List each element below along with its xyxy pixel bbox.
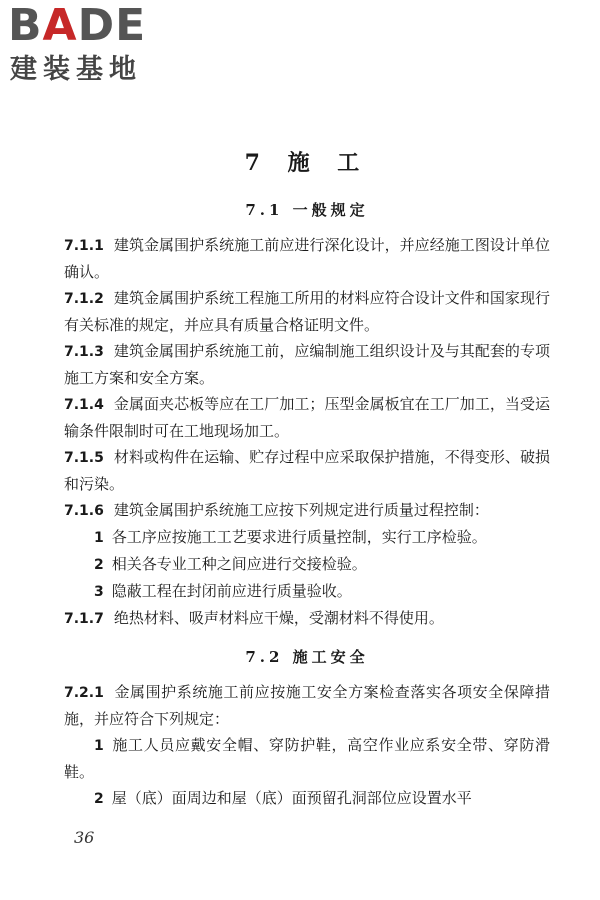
clause-number: 7.1.4: [64, 397, 104, 413]
list-item: [64, 524, 550, 551]
list-item: [64, 785, 550, 812]
clause: [64, 285, 550, 338]
item-text: 屋（底）面周边和屋（底）面预留孔洞部位应设置水平: [111, 789, 472, 807]
clause-text: 金属围护系统施工前应按施工安全方案检查落实各项安全保障措施，并应符合下列规定：: [64, 683, 550, 728]
list-item: [64, 732, 550, 785]
clause: [64, 232, 550, 285]
clause-text: 建筑金属围护系统施工前应进行深化设计，并应经施工图设计单位确认。: [64, 236, 550, 281]
item-text: 相关各专业工种之间应进行交接检验。: [111, 555, 367, 573]
clause-number: 7.1.3: [64, 344, 104, 360]
item-number: 3: [94, 584, 104, 600]
clause-number: 7.1.7: [64, 611, 104, 627]
clause-text: 材料或构件在运输、贮存过程中应采取保护措施，不得变形、破损和污染。: [64, 448, 550, 493]
item-number: 2: [94, 791, 104, 807]
clause-text: 建筑金属围护系统施工应按下列规定进行质量过程控制：: [113, 501, 489, 519]
clause: [64, 444, 550, 497]
clause-number: 7.2.1: [64, 685, 104, 701]
item-text: 施工人员应戴安全帽、穿防护鞋，高空作业应系安全带、穿防滑鞋。: [64, 736, 550, 781]
clause: [64, 605, 550, 632]
section-title: 7.1 一般规定: [245, 201, 369, 219]
clause-text: 绝热材料、吸声材料应干燥，受潮材料不得使用。: [113, 609, 444, 627]
item-number: 2: [94, 557, 104, 573]
chapter-title: 7 施 工: [244, 150, 370, 176]
logo-wordmark: BADE: [8, 0, 147, 51]
clause-number: 7.1.2: [64, 291, 104, 307]
item-text: 各工序应按施工工艺要求进行质量控制，实行工序检验。: [111, 528, 487, 546]
item-number: 1: [94, 738, 104, 754]
clause-text: 金属面夹芯板等应在工厂加工；压型金属板宜在工厂加工，当受运输条件限制时可在工地现场加工。: [64, 395, 550, 440]
document-body: [64, 140, 550, 812]
page-number: 36: [74, 828, 95, 847]
item-number: 1: [94, 530, 104, 546]
clause-text: 建筑金属围护系统工程施工所用的材料应符合设计文件和国家现行有关标准的规定，并应具有质量合格证明文件。: [64, 289, 550, 334]
clause: [64, 391, 550, 444]
clause-number: 7.1.5: [64, 450, 104, 466]
item-text: 隐蔽工程在封闭前应进行质量验收。: [111, 582, 352, 600]
section-title: 7.2 施工安全: [245, 648, 369, 666]
logo: [8, 0, 178, 94]
list-item: [64, 578, 550, 605]
list-item: [64, 551, 550, 578]
clause: [64, 338, 550, 391]
clause-number: 7.1.1: [64, 238, 104, 254]
clause-number: 7.1.6: [64, 503, 104, 519]
clause: [64, 679, 550, 732]
clause-text: 建筑金属围护系统施工前，应编制施工组织设计及与其配套的专项施工方案和安全方案。: [64, 342, 550, 387]
logo-subtitle: 建装基地: [10, 54, 142, 85]
clause: [64, 497, 550, 524]
